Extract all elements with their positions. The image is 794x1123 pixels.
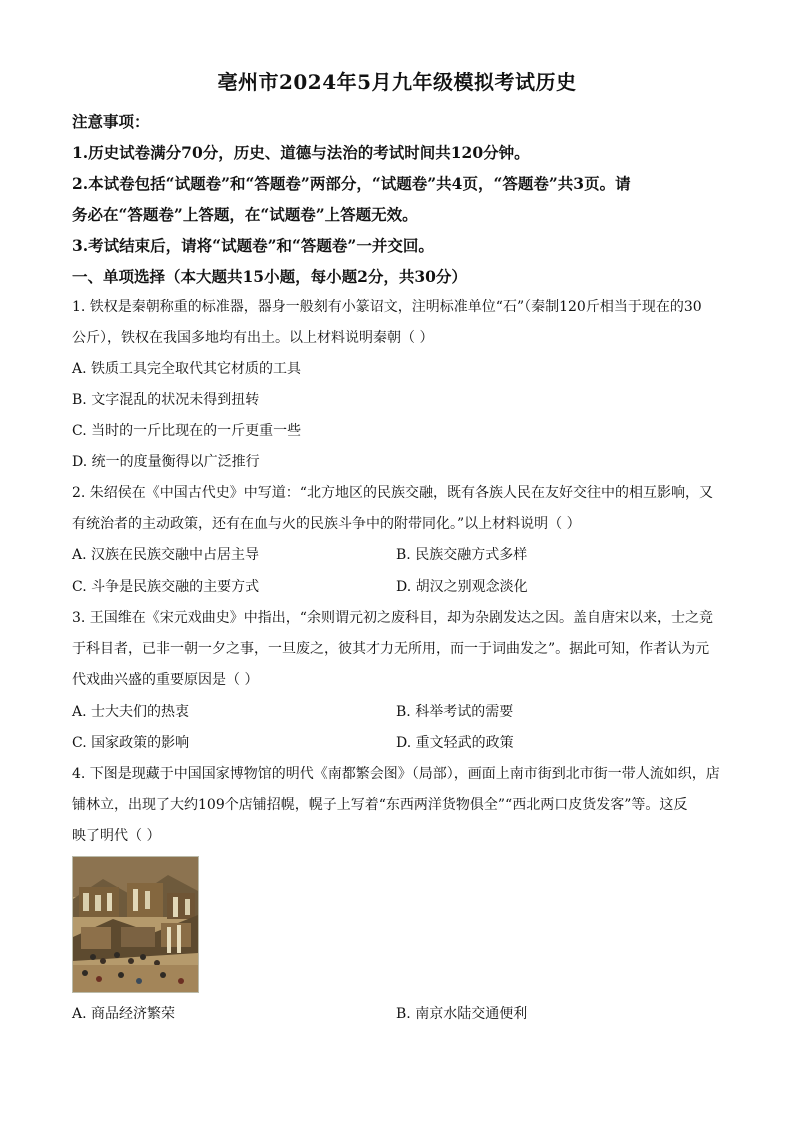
question-1-stem: 1. 铁权是秦朝称重的标准器，器身一般刻有小篆诏文，注明标准单位“石”（秦制120斤相当于现在的30 — [72, 299, 702, 315]
question-4-stem: 4. 下图是现藏于中国国家博物馆的明代《南都繁会图》（局部），画面上南市街到北市街一带人流如织，店 — [72, 766, 720, 782]
question-4-stem: 映了明代（ ） — [72, 828, 161, 844]
nandu-fanhui-painting-image — [72, 856, 199, 993]
question-4-option-a[interactable]: A. 商品经济繁荣 — [72, 1006, 176, 1022]
question-3-option-d[interactable]: D. 重文轻武的政策 — [396, 735, 514, 751]
notice-item-2-cont: 务必在“答题卷”上答题，在“试题卷”上答题无效。 — [72, 205, 418, 224]
question-2-stem: 有统治者的主动政策，还有在血与火的民族斗争中的附带同化。”以上材料说明（ ） — [72, 516, 581, 532]
question-2-option-d[interactable]: D. 胡汉之别观念淡化 — [396, 579, 528, 595]
question-1-option-d[interactable]: D. 统一的度量衡得以广泛推行 — [72, 454, 260, 470]
question-2-option-c[interactable]: C. 斗争是民族交融的主要方式 — [72, 579, 260, 595]
notice-item-2: 2.本试卷包括“试题卷”和“答题卷”两部分，“试题卷”共4页，“答题卷”共3页。请 — [72, 174, 631, 193]
question-1-option-c[interactable]: C. 当时的一斤比现在的一斤更重一些 — [72, 423, 302, 439]
question-3-stem: 3. 王国维在《宋元戏曲史》中指出，“余则谓元初之废科目，却为杂剧发达之因。盖自唐宋以来，士之竞 — [72, 610, 713, 626]
question-3-option-b[interactable]: B. 科举考试的需要 — [396, 704, 514, 720]
question-3-option-a[interactable]: A. 士大夫们的热衷 — [72, 704, 190, 720]
question-2-stem: 2. 朱绍侯在《中国古代史》中写道：“北方地区的民族交融，既有各族人民在友好交往中的相互影响，又 — [72, 485, 713, 501]
question-4-option-b[interactable]: B. 南京水陆交通便利 — [396, 1006, 528, 1022]
question-1-option-a[interactable]: A. 铁质工具完全取代其它材质的工具 — [72, 361, 302, 377]
question-3-stem: 代戏曲兴盛的重要原因是（ ） — [72, 672, 259, 688]
page-title: 亳州市2024年5月九年级模拟考试历史 — [217, 70, 577, 94]
question-4-stem: 铺林立，出现了大约109个店铺招幌，幌子上写着“东西两洋货物俱全”“西北两口皮货发客”等。这反 — [72, 797, 688, 813]
question-2-option-a[interactable]: A. 汉族在民族交融中占居主导 — [72, 547, 260, 563]
notice-heading: 注意事项： — [72, 112, 150, 131]
section-heading: 一、单项选择（本大题共15小题，每小题2分，共30分） — [72, 267, 467, 286]
question-1-stem: 公斤），铁权在我国多地均有出土。以上材料说明秦朝（ ） — [72, 330, 434, 346]
notice-item-1: 1.历史试卷满分70分，历史、道德与法治的考试时间共120分钟。 — [72, 143, 530, 162]
notice-item-3: 3.考试结束后，请将“试题卷”和“答题卷”一并交回。 — [72, 236, 434, 255]
question-2-option-b[interactable]: B. 民族交融方式多样 — [396, 547, 528, 563]
question-3-option-c[interactable]: C. 国家政策的影响 — [72, 735, 190, 751]
question-1-option-b[interactable]: B. 文字混乱的状况未得到扭转 — [72, 392, 260, 408]
question-3-stem: 于科目者，已非一朝一夕之事，一旦废之，彼其才力无所用，而一于词曲发之”。据此可知，作者认为元 — [72, 641, 710, 657]
